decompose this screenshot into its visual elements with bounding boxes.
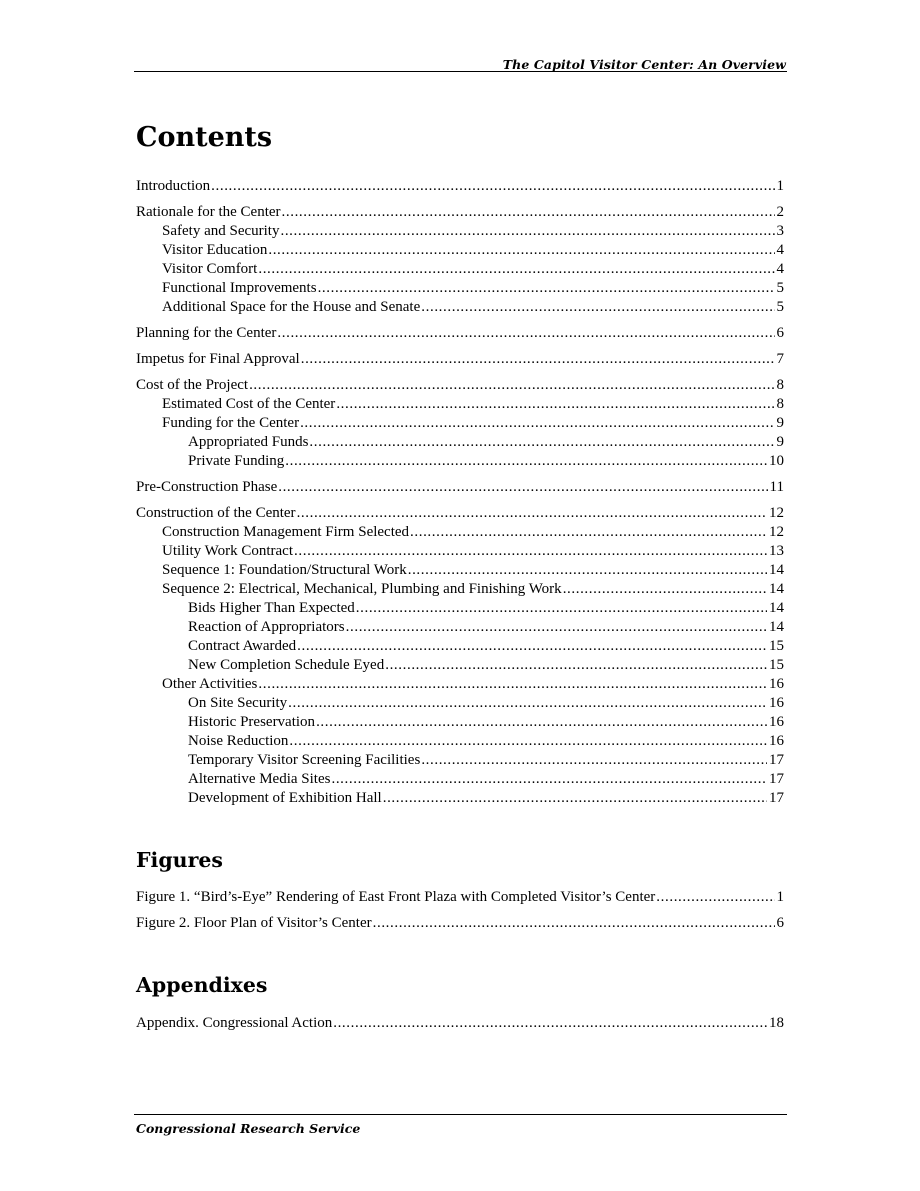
toc-entry-page: 1 [776, 889, 784, 905]
header-rule [134, 71, 787, 72]
toc-entry-page: 6 [776, 325, 784, 341]
toc-entry-page: 14 [769, 619, 784, 635]
toc-entry[interactable] [136, 580, 784, 599]
dot-leader [421, 298, 774, 317]
toc-entry-title: Contract Awarded [188, 638, 297, 654]
toc-entry-title: Visitor Education [162, 242, 268, 258]
contents-heading: Contents [136, 122, 273, 153]
toc-entry[interactable] [136, 914, 784, 933]
dot-leader [301, 350, 775, 369]
dot-leader [300, 414, 774, 433]
toc-entry[interactable] [136, 504, 784, 523]
toc-entry-page: 12 [769, 524, 784, 540]
toc-entry-title: Figure 2. Floor Plan of Visitor’s Center [136, 915, 372, 931]
toc-entry[interactable] [136, 523, 784, 542]
toc-entry[interactable] [136, 279, 784, 298]
dot-leader [294, 542, 767, 561]
toc-entry[interactable] [136, 599, 784, 618]
toc-entry-page: 17 [769, 752, 784, 768]
toc-entry-page: 14 [769, 581, 784, 597]
toc-entry-title: Planning for the Center [136, 325, 277, 341]
toc-entry-page: 18 [769, 1015, 784, 1031]
toc-entry[interactable] [136, 414, 784, 433]
toc-entry[interactable] [136, 770, 784, 789]
toc-entry[interactable] [136, 694, 784, 713]
toc-entry-page: 8 [776, 377, 784, 393]
dot-leader [258, 675, 767, 694]
toc-entry-page: 9 [776, 434, 784, 450]
toc-entry-title: Rationale for the Center [136, 204, 281, 220]
dot-leader [333, 1014, 767, 1033]
toc-entry[interactable] [136, 1014, 784, 1033]
toc-entry-page: 15 [769, 638, 784, 654]
toc-entry-title: Safety and Security [162, 223, 280, 239]
toc-entry-page: 10 [769, 453, 784, 469]
toc-entry[interactable] [136, 713, 784, 732]
toc-entry-title: Sequence 2: Electrical, Mechanical, Plumbing and Finishing Work [162, 581, 562, 597]
dot-leader [356, 599, 767, 618]
toc-entry-page: 16 [769, 695, 784, 711]
footer-rule [134, 1114, 787, 1115]
toc-entry-title: Cost of the Project [136, 377, 249, 393]
toc-entry[interactable] [136, 222, 784, 241]
toc-entry-title: New Completion Schedule Eyed [188, 657, 385, 673]
toc-entry-page: 14 [769, 600, 784, 616]
toc-entry[interactable] [136, 637, 784, 656]
toc-entry-title: Appropriated Funds [188, 434, 309, 450]
toc-entry-title: Construction Management Firm Selected [162, 524, 410, 540]
toc-entry[interactable] [136, 751, 784, 770]
dot-leader [278, 478, 767, 497]
appendixes-heading: Appendixes [136, 973, 268, 997]
dot-leader [318, 279, 775, 298]
toc-entry[interactable] [136, 789, 784, 808]
dot-leader [285, 452, 767, 471]
toc-entry-title: Other Activities [162, 676, 258, 692]
toc-entry-page: 13 [769, 543, 784, 559]
toc-entry-page: 16 [769, 714, 784, 730]
toc-entry-title: Utility Work Contract [162, 543, 294, 559]
toc-entry-title: Reaction of Appropriators [188, 619, 345, 635]
dot-leader [346, 618, 767, 637]
dot-leader [421, 751, 767, 770]
toc-entry-page: 4 [776, 261, 784, 277]
toc-entry-title: Estimated Cost of the Center [162, 396, 336, 412]
dot-leader [289, 732, 767, 751]
figures-heading: Figures [136, 848, 223, 872]
toc-entry-title: Noise Reduction [188, 733, 289, 749]
toc-entry[interactable] [136, 675, 784, 694]
toc-entry-page: 7 [776, 351, 784, 367]
dot-leader [277, 324, 774, 343]
toc-entry[interactable] [136, 298, 784, 317]
toc-entry[interactable] [136, 324, 784, 343]
toc-entry-page: 12 [769, 505, 784, 521]
toc-entry-page: 17 [769, 790, 784, 806]
toc-entry-title: Private Funding [188, 453, 285, 469]
toc-entry-page: 15 [769, 657, 784, 673]
dot-leader [282, 203, 775, 222]
toc-entry-page: 14 [769, 562, 784, 578]
dot-leader [410, 523, 767, 542]
dot-leader [297, 504, 767, 523]
toc-entry-title: Funding for the Center [162, 415, 300, 431]
dot-leader [268, 241, 774, 260]
toc-entry-title: Construction of the Center [136, 505, 296, 521]
dot-leader [280, 222, 774, 241]
toc-entry-page: 8 [776, 396, 784, 412]
toc-entry-page: 17 [769, 771, 784, 787]
toc-entry-page: 2 [776, 204, 784, 220]
toc-entry[interactable] [136, 395, 784, 414]
toc-entry-title: On Site Security [188, 695, 288, 711]
toc-entry-page: 6 [776, 915, 784, 931]
dot-leader [408, 561, 767, 580]
toc-entry-title: Development of Exhibition Hall [188, 790, 382, 806]
toc-entry-title: Figure 1. “Bird’s-Eye” Rendering of East Front Plaza with Completed Visitor’s Center [136, 889, 656, 905]
toc-entry[interactable] [136, 433, 784, 452]
dot-leader [258, 260, 774, 279]
toc-entry-page: 5 [776, 280, 784, 296]
toc-entry[interactable] [136, 888, 784, 907]
dot-leader [249, 376, 774, 395]
toc-entry[interactable] [136, 656, 784, 675]
toc-entry[interactable] [136, 350, 784, 369]
toc-entry[interactable] [136, 618, 784, 637]
toc-entry-title: Pre-Construction Phase [136, 479, 278, 495]
toc-entry-page: 4 [776, 242, 784, 258]
dot-leader [336, 395, 774, 414]
toc-entry-title: Visitor Comfort [162, 261, 258, 277]
toc-entry[interactable] [136, 452, 784, 471]
toc-entry-title: Temporary Visitor Screening Facilities [188, 752, 421, 768]
toc-entry-title: Bids Higher Than Expected [188, 600, 355, 616]
dot-leader [288, 694, 767, 713]
dot-leader [373, 914, 775, 933]
toc-entry[interactable] [136, 260, 784, 279]
toc-entry-page: 1 [776, 178, 784, 194]
dot-leader [211, 177, 774, 196]
toc-entry-page: 16 [769, 676, 784, 692]
toc-entry-title: Alternative Media Sites [188, 771, 331, 787]
toc-entry[interactable] [136, 732, 784, 751]
toc-entry-title: Historic Preservation [188, 714, 316, 730]
toc-entry-page: 11 [769, 479, 784, 495]
toc-entry[interactable] [136, 177, 784, 196]
running-header: The Capitol Visitor Center: An Overview [502, 57, 786, 72]
toc-entry-title: Additional Space for the House and Senate [162, 299, 421, 315]
dot-leader [331, 770, 767, 789]
toc-entry[interactable] [136, 376, 784, 395]
toc-entry-page: 16 [769, 733, 784, 749]
dot-leader [309, 433, 774, 452]
toc-entry-title: Appendix. Congressional Action [136, 1015, 333, 1031]
toc-entry-title: Functional Improvements [162, 280, 317, 296]
dot-leader [385, 656, 767, 675]
toc-entry-page: 5 [776, 299, 784, 315]
toc-entry[interactable] [136, 561, 784, 580]
toc-entry-title: Introduction [136, 178, 211, 194]
dot-leader [563, 580, 767, 599]
toc-entry[interactable] [136, 542, 784, 561]
dot-leader [316, 713, 767, 732]
toc-entry-title: Sequence 1: Foundation/Structural Work [162, 562, 407, 578]
dot-leader [297, 637, 767, 656]
toc-entry-page: 3 [776, 223, 784, 239]
toc-entry[interactable] [136, 241, 784, 260]
toc-entry-title: Impetus for Final Approval [136, 351, 300, 367]
dot-leader [383, 789, 767, 808]
toc-entry[interactable] [136, 203, 784, 222]
toc-entry-page: 9 [776, 415, 784, 431]
dot-leader [656, 888, 774, 907]
toc-entry[interactable] [136, 478, 784, 497]
running-footer: Congressional Research Service [136, 1121, 361, 1136]
